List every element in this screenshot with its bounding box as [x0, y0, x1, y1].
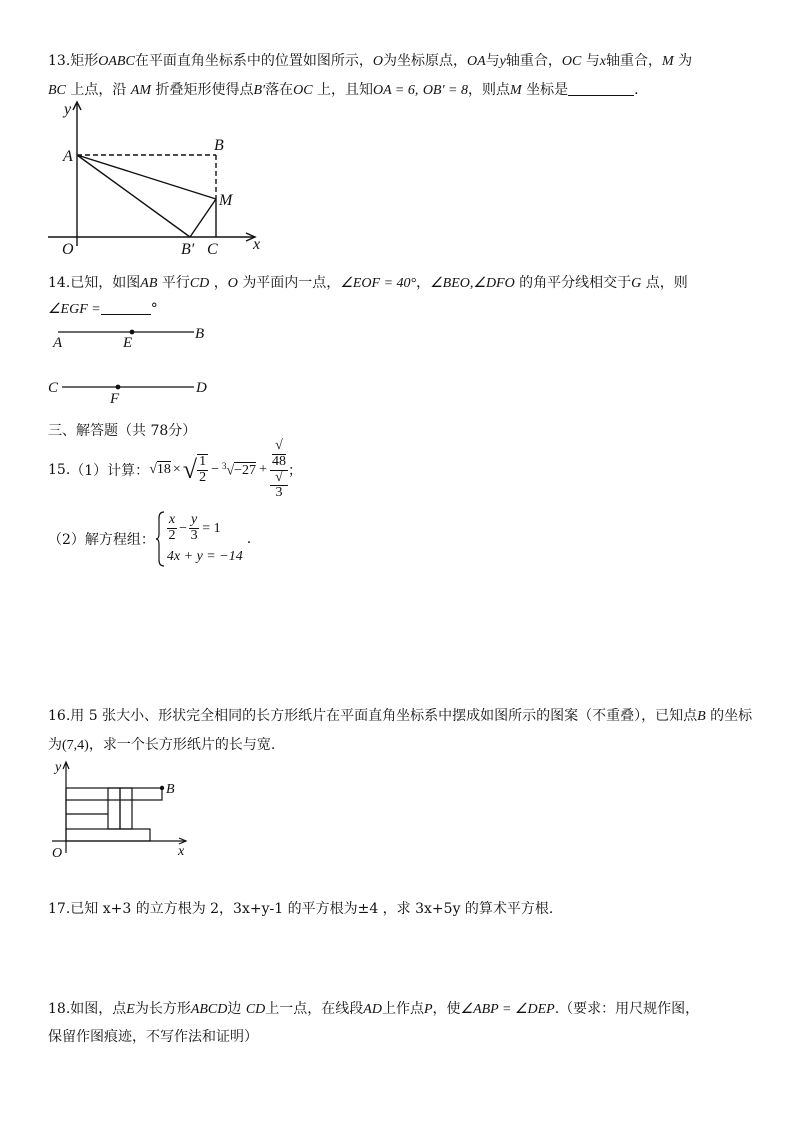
sqrt-18: √18: [149, 462, 171, 477]
q13-text: 上，且知: [317, 82, 373, 98]
label-c: C: [48, 380, 59, 396]
fold-am: [77, 155, 216, 199]
q18-math: E: [126, 1002, 135, 1017]
q18-text: 上一点，在线段: [265, 1001, 364, 1017]
q13-math: BC: [48, 83, 66, 98]
label-y: y: [64, 101, 72, 118]
q17-text: 已知 x+3 的立方根为 2，3x+y-1 的平方根为±4 ，求 3x+5y 的算术平方根.: [70, 901, 554, 917]
q18-math: ABCD: [190, 1002, 228, 1017]
q18-number: 18.: [48, 1001, 71, 1017]
q13-math: OABC: [98, 54, 135, 69]
label-a: A: [63, 148, 73, 165]
answer-blank[interactable]: [101, 300, 151, 315]
radicand: 18: [156, 462, 171, 477]
den: 3: [190, 528, 198, 543]
label-b: B: [166, 782, 175, 797]
q16-text: 的坐标: [710, 708, 753, 724]
q15-part2: [48, 510, 251, 568]
q13-text: 与: [585, 53, 600, 69]
q14-math: ∠BEO,∠DFO: [430, 276, 515, 291]
q18-text: .（要求：用尺规作图，: [554, 1001, 700, 1017]
den: 2: [168, 528, 176, 543]
equation-1: $\frac{x}{2}$ − $\frac{y}{3}$ = 1: [168, 512, 221, 543]
den: 2: [199, 470, 207, 485]
q13-math: OA: [466, 54, 486, 69]
q14-text: ，: [416, 275, 431, 291]
q14-math: O: [227, 276, 238, 291]
q13-text: ，则点: [467, 82, 510, 98]
q13-math: y: [499, 54, 506, 69]
q17-number: 17.: [48, 901, 71, 917]
q16-math: B: [697, 709, 706, 724]
q16-text: ，求一个长方形纸片的长与宽.: [88, 737, 276, 753]
q14-text: 已知，如图: [70, 275, 141, 291]
label-o: O: [52, 846, 63, 861]
q15-part2-label: （2）解方程组：: [48, 532, 155, 548]
q13-text: 在平面直角坐标系中的位置如图所示，: [134, 53, 373, 69]
q18-line1: [48, 998, 699, 1018]
q14-text: 平行: [161, 275, 190, 291]
radicand: 48: [271, 453, 286, 469]
label-a: A: [53, 335, 63, 351]
q13-math: M: [661, 54, 674, 69]
q16-text: 用 5 张大小、形状完全相同的长方形纸片在平面直角坐标系中摆成如图所示的图案（不重叠），已知点: [70, 708, 698, 724]
point-b: [160, 786, 164, 790]
section-title: 三、解答题（共 78分）: [48, 423, 197, 439]
sqrt-frac: √ 48 √ 3: [271, 438, 286, 501]
paper-bottom: [66, 829, 150, 841]
index: 3: [221, 460, 227, 471]
q13-math: OB′ = 8: [422, 83, 468, 98]
label-b: B: [214, 137, 224, 154]
point-e: [130, 330, 135, 335]
paper-top: [66, 788, 162, 800]
q16-figure: [46, 757, 196, 863]
label-d: D: [196, 380, 207, 396]
q13-math: M: [509, 83, 522, 98]
var-y: y: [191, 512, 198, 528]
q18-text: 如图，点: [70, 1001, 127, 1017]
q13-text: 为: [678, 53, 693, 69]
q13-text: 为坐标原点，: [382, 53, 467, 69]
section-heading: [48, 420, 196, 440]
q18-math: CD: [245, 1002, 266, 1017]
segment-abp: [77, 155, 190, 237]
q13-text: 落在: [265, 82, 294, 98]
q18-text: 保留作图痕迹，不写作法和证明）: [48, 1029, 258, 1045]
op: ×: [172, 462, 181, 477]
q18-text: 上作点: [381, 1001, 424, 1017]
rhs: = 1: [202, 520, 221, 536]
q16-coord: (7,4): [62, 738, 89, 753]
q16-line2: [48, 734, 275, 754]
q13-text: 轴重合，: [505, 53, 562, 69]
sqrt-half: √ $\frac{1}{2}$: [182, 454, 207, 485]
q14-math: ∠EOF = 40°: [340, 276, 417, 291]
q13-math: AM: [130, 83, 152, 98]
q14-math: AB: [140, 276, 158, 291]
q18-text: ，使: [432, 1001, 461, 1017]
point-f: [116, 385, 121, 390]
answer-blank[interactable]: [568, 81, 634, 96]
q18-text: 边: [227, 1001, 242, 1017]
label-y: y: [55, 760, 62, 775]
q14-math: ∠EGF =: [48, 302, 101, 317]
q13-text: 轴重合，: [605, 53, 662, 69]
label-x: x: [178, 844, 185, 859]
op: −: [211, 462, 219, 477]
q18-line2: [48, 1026, 258, 1046]
q15-dot: .: [246, 531, 252, 547]
q15-part1-label: （1）计算：: [70, 463, 150, 479]
q14-text: ，: [213, 275, 228, 291]
q14-math: G: [631, 276, 642, 291]
q13-math: B′: [253, 83, 266, 98]
q13-text: 坐标是: [526, 82, 569, 98]
label-o: O: [62, 241, 74, 258]
q13-math: OC: [561, 54, 582, 69]
paper-left-post: [108, 788, 120, 829]
label-e: E: [123, 335, 133, 351]
label-c: C: [207, 241, 218, 258]
q13-number: 13.: [48, 53, 71, 69]
q16-text: 为: [48, 737, 62, 753]
q14-degree: °: [150, 301, 158, 317]
q17-line: [48, 898, 553, 918]
q14-math: CD: [189, 276, 210, 291]
q13-text: 矩形: [70, 53, 99, 69]
q13-figure: [44, 96, 274, 258]
q14-number: 14.: [48, 275, 71, 291]
q13-text: 上点，沿: [70, 82, 127, 98]
q13-math: OC: [293, 83, 313, 98]
q15-number: 15.: [48, 462, 71, 478]
paper-right-post: [120, 788, 132, 829]
q18-text: 为长方形: [134, 1001, 191, 1017]
label-f: F: [110, 391, 120, 406]
q14-text: 为平面内一点，: [242, 275, 341, 291]
q14-line2: [48, 300, 158, 318]
segment-bpm: [190, 199, 216, 237]
q13-line1: [48, 50, 692, 70]
q16-line1: [48, 705, 752, 725]
num: 1: [199, 454, 207, 470]
cbrt-neg27: $^3$√−27: [221, 460, 257, 479]
equation-2: [167, 548, 243, 565]
q14-figure: [44, 320, 224, 406]
q18-math: P: [423, 1002, 433, 1017]
q13-math: O: [372, 54, 383, 69]
q16-number: 16.: [48, 708, 71, 724]
q13-math: x: [599, 54, 606, 69]
q14-text: 的角平分线相交于: [519, 275, 632, 291]
radicand: 3: [270, 485, 288, 501]
eq2-text: 4x + y = −14: [166, 548, 243, 564]
q14-line1: [48, 272, 688, 292]
label-b: B: [195, 326, 205, 342]
var-x: x: [168, 512, 176, 528]
q13-text: 与: [485, 53, 500, 69]
radicand: −27: [234, 463, 257, 479]
q13-text: 折叠矩形使得点: [155, 82, 254, 98]
q13-math: OA = 6,: [373, 83, 419, 98]
label-m: M: [219, 192, 233, 209]
q15-part1: [48, 438, 302, 501]
label-bp: B′: [181, 241, 195, 258]
q14-text: 点，则: [645, 275, 688, 291]
q18-math: AD: [363, 1002, 382, 1017]
op: +: [259, 462, 267, 477]
q18-math: ∠ABP = ∠DEP: [460, 1002, 555, 1017]
q13-line2: BC 上点，沿 AM 折叠矩形使得点B′落在OC 上，且知OA = 6, OB′ = 8，则点M 坐标是 .: [48, 82, 639, 98]
brace: [155, 510, 165, 568]
q15-semicolon: ；: [287, 463, 302, 479]
label-x: x: [253, 236, 261, 253]
